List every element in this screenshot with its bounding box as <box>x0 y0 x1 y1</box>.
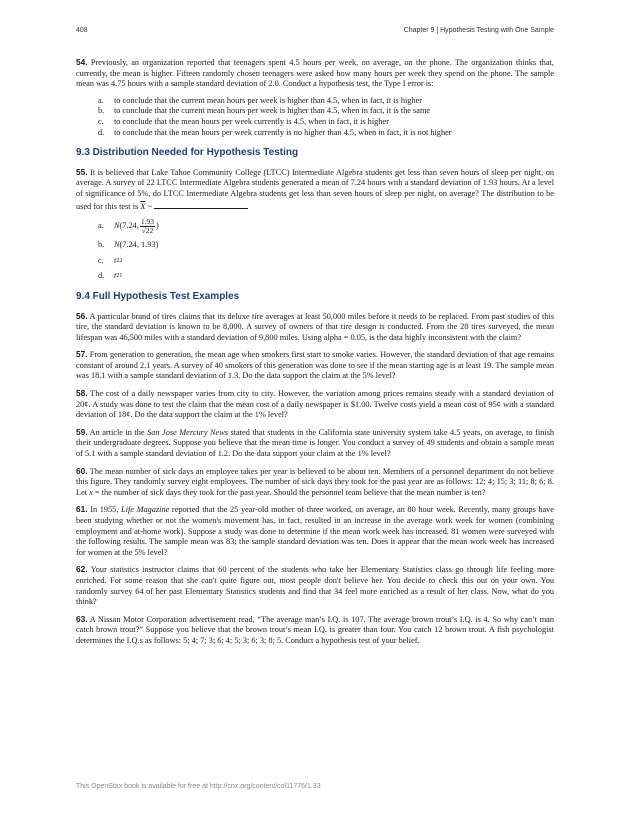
t-symbol: t <box>114 255 117 265</box>
question-text: From generation to generation, the mean age when smokers first start to smoke varies. However, the standard deviation of that age remains constant of around 2.1 years. A survey of 40 smokers of this generation was done to see if the mean starting age is at least 19. The sample mean was 18.1 with a sample standard deviation of 1.3. Do the data support the claim at the 5% level? <box>76 350 554 381</box>
option-a <box>98 96 554 107</box>
question-55 <box>76 167 554 212</box>
option-letter: d. <box>98 271 105 281</box>
variable-x: x <box>89 487 93 497</box>
option-letter: a. <box>98 95 104 105</box>
page-header <box>76 27 554 39</box>
question-number: 58. <box>76 388 88 399</box>
publication-title: Life Magazine <box>121 505 170 515</box>
question-text: reported that the 25 year-old mother of three worked, on average, an 80 hour week. Recently, many groups have been studying whether or not the women's movement has, in fact, resulted in an increase in the average work week for women (combining employment and at-home work). Suppose a study was done to determine if the mean work week has increased. 81 women were surveyed with the following results. The sample mean was 83; the sample standard deviation was ten. Does it appear that the mean work week has increased for women at the 5% level? <box>76 505 555 557</box>
question-54 <box>76 57 554 90</box>
option-d <box>98 128 554 139</box>
option-letter: c. <box>98 255 104 265</box>
chapter-title: Chapter 9 | Hypothesis Testing with One Sample <box>403 27 554 34</box>
fraction-denominator: √22 <box>141 226 154 236</box>
publication-title: San Jose Mercury News <box>147 427 228 437</box>
degrees-of-freedom: 21 <box>116 273 123 280</box>
question-number: 54. <box>76 57 88 67</box>
question-text: = the number of sick days they took for the past year. Should the personnel team believe that the mean number is ten? <box>92 487 486 497</box>
question-text: An article in the <box>89 427 148 437</box>
question-60 <box>76 466 554 499</box>
option-d <box>98 271 554 282</box>
option-letter: d. <box>98 127 105 137</box>
question-61 <box>76 504 554 558</box>
section-heading-9-4: 9.4 Full Hypothesis Test Examples <box>76 290 240 302</box>
option-a <box>98 218 554 235</box>
option-c <box>98 256 554 267</box>
t-symbol: t <box>114 271 117 281</box>
question-text: The mean number of sick days an employee takes per year is believed to be about ten. Members of a personnel department do not believe this figure. They randomly survey eight employees. The number of sick days they took for the past year are as follows: 12; 4; 15; 3; 11; 8; 6; 8. Let <box>76 466 554 497</box>
question-62 <box>76 564 554 607</box>
option-text: (7.24, 1.93) <box>119 240 159 250</box>
option-text: to conclude that the current mean hours per week is higher than 4.5, when in fact, it is the same <box>114 106 431 116</box>
question-text: The cost of a daily newspaper varies from city to city. However, the variation among prices remains steady with a standard deviation of 20¢. A study was done to test the claim that the mean cost of a daily newspaper is $1.00. Twelve costs yield a mean cost of 95¢ with a standard deviation of 18¢. Do the data support the claim at the 1% level? <box>76 389 554 420</box>
normal-symbol: N <box>114 221 120 231</box>
option-c <box>98 117 554 128</box>
question-55-options <box>98 218 554 282</box>
question-number: 59. <box>76 426 88 437</box>
question-text: In 1955, <box>90 505 122 515</box>
option-text: to conclude that the mean hours per week currently is no higher than 4.5, when in fact, it is not higher <box>114 127 452 137</box>
question-text: It is believed that Lake Tahoe Community College (LTCC) Intermediate Algebra students get less than seven hours of sleep per night, on average. A survey of 22 LTCC Intermediate Algebra students generated a mean of 7.24 hours with a standard deviation of 1.93 hours. At a level of significance of 5%, do LTCC Intermediate Algebra students get less than seven hours of sleep per night, on average? The distribution to be used for this test is <box>76 167 555 211</box>
option-text: ) <box>156 221 159 231</box>
question-text: stated that students in the California state university system take 4.5 years, on average, to finish their undergraduate degrees. Suppose you believe that the mean time is longer. You conduct a survey of 49 students and obtain a sample mean of 5.1 with a sample standard deviation of 1.2. Do the data support your claim at the 1% level? <box>76 427 554 459</box>
option-letter: b. <box>98 106 105 116</box>
question-57 <box>76 349 554 382</box>
question-number: 61. <box>76 504 88 515</box>
fraction <box>140 218 155 235</box>
question-number: 63. <box>76 613 88 624</box>
fraction-numerator: 1.93 <box>140 217 155 227</box>
question-number: 57. <box>76 349 88 360</box>
page-content <box>76 57 554 653</box>
option-text: to conclude that the current mean hours per week is higher than 4.5, when in fact, it is higher <box>114 95 423 105</box>
option-text: (7.24, <box>119 221 139 231</box>
page-footer: This OpenStax book is available for free at http://cnx.org/content/col11776/1.33 <box>76 783 321 790</box>
tilde-symbol: ~ <box>147 201 152 211</box>
normal-symbol: N <box>114 240 120 250</box>
answer-blank <box>154 200 248 209</box>
question-number: 55. <box>76 166 88 177</box>
option-b <box>98 106 554 117</box>
page-number: 408 <box>76 27 88 34</box>
option-b <box>98 240 554 251</box>
question-56 <box>76 311 554 344</box>
question-text: A Nissan Motor Corporation advertisement read, “The average man’s I.Q. is 107. The average brown trout’s I.Q. is 4. So why can’t man catch brown trout?” Suppose you believe that the brown trout’s mean I.Q. is greater than four. You catch 12 brown trout. A fish psychologist determines the I.Q.s as follows: 5; 4; 7; 3; 6; 4; 5; 3; 6; 3; 8; 5. Conduct a hypothesis test of your belief. <box>76 614 554 645</box>
question-54-options <box>76 96 554 138</box>
question-number: 62. <box>76 564 88 575</box>
x-bar-symbol: $\overline{X}$ <box>140 201 146 211</box>
degrees-of-freedom: 22 <box>116 257 123 264</box>
question-number: 56. <box>76 310 88 321</box>
question-text: Your statistics instructor claims that 60 percent of the students who take her Elementary Statistics class go through life feeling more enriched. For some reason that she can't quite figure out, most people don't believe her. You decide to check this out on your own. You randomly survey 64 of her past Elementary Statistics students and find that 34 feel more enriched as a result of her class. Now, what do you think? <box>76 565 554 607</box>
option-text: to conclude that the mean hours per week currently is 4.5, when in fact, it is higher <box>114 116 389 126</box>
option-letter: c. <box>98 116 104 126</box>
question-59 <box>76 427 554 460</box>
question-58 <box>76 388 554 421</box>
section-heading-9-3: 9.3 Distribution Needed for Hypothesis Testing <box>76 147 299 159</box>
question-text: A particular brand of tires claims that its deluxe tire averages at least 50,000 miles before it needs to be replaced. From past studies of this tire, the standard deviation is known to be 8,000. A survey of owners of that tire design is conducted. From the 28 tires surveyed, the mean lifespan was 46,500 miles with a standard deviation of 9,800 miles. Using alpha = 0.05, is the data highly inconsistent with the claim? <box>76 311 554 342</box>
question-text: Previously, an organization reported that teenagers spent 4.5 hours per week, on average, on the phone. The organization thinks that, currently, the mean is higher. Fifteen randomly chosen teenagers were asked how many hours per week they spend on the phone. The sample mean was 4.75 hours with a sample standard deviation of 2.0. Conduct a hypothesis test, the Type I error is: <box>76 58 554 89</box>
option-letter: a. <box>98 221 104 231</box>
question-number: 60. <box>76 465 88 476</box>
option-letter: b. <box>98 240 105 250</box>
question-63 <box>76 614 554 647</box>
